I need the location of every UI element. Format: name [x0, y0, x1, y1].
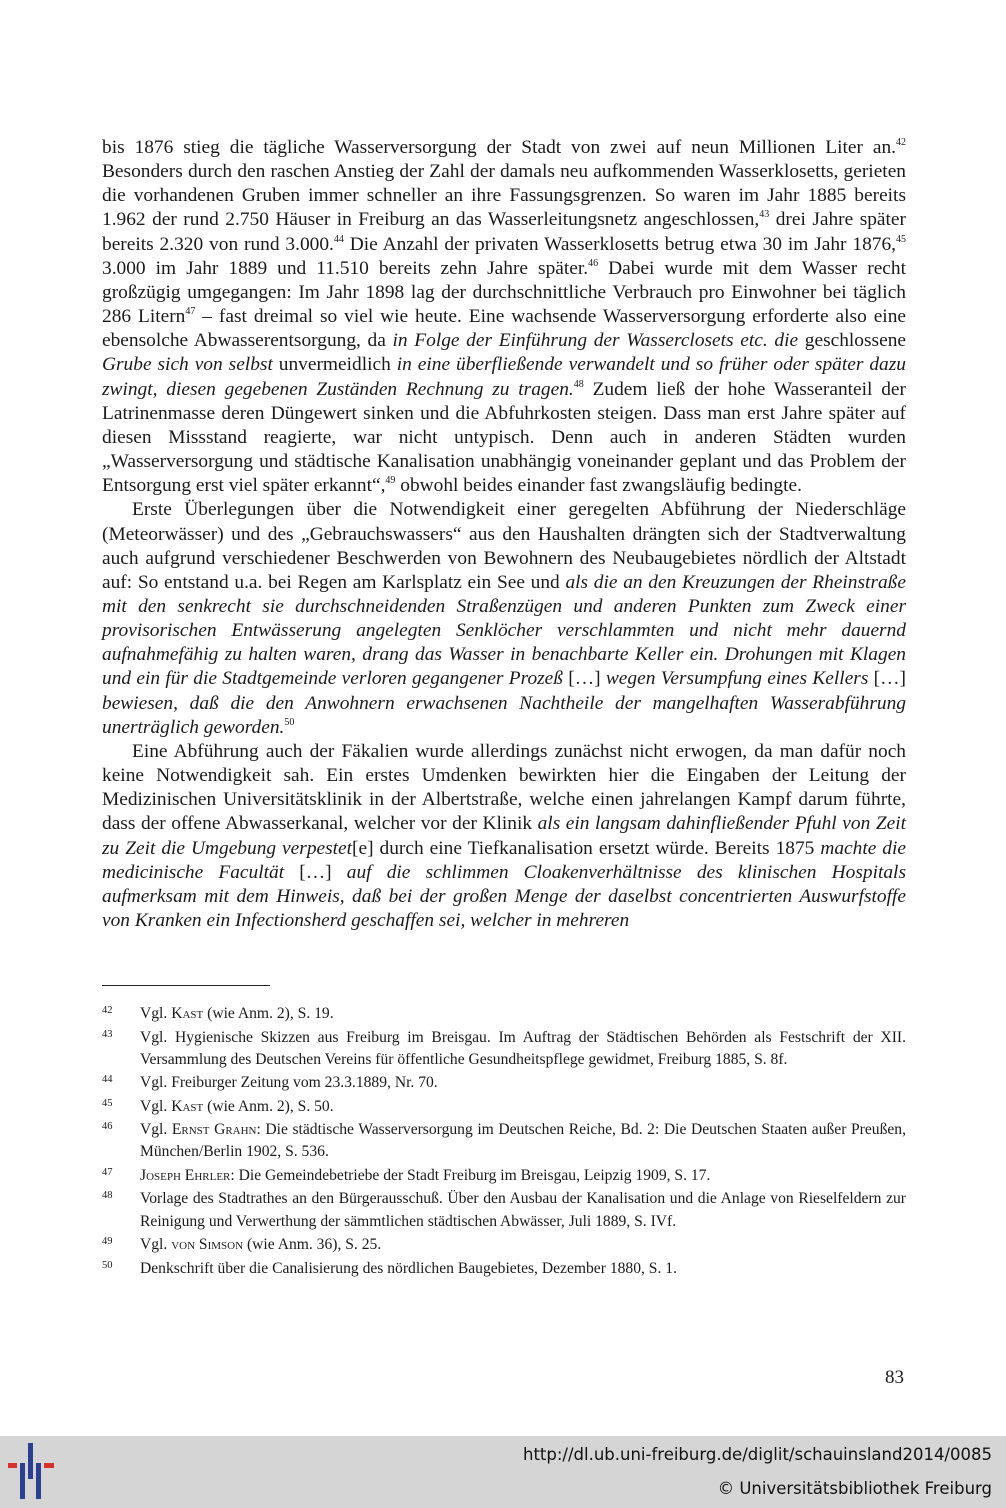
italic-quote: auf die schlimmen Cloakenverhältnisse des klinischen Hospitals aufmerksam mit dem Hinweis, daß bei der großen Menge der daselbst concentrierten Auswurfstoffe von Kranken ein Infectionsherd geschaffen sei, welcher in mehreren: [102, 861, 906, 931]
footnote-number: 44: [102, 1074, 113, 1086]
footnote: [102, 1234, 906, 1256]
author-name: Kast: [171, 1097, 204, 1115]
footnote: [102, 1119, 906, 1163]
author-name: Kast: [171, 1005, 204, 1022]
footnote-ref: 46: [588, 257, 599, 269]
footnote: [102, 1003, 906, 1025]
footnote: [102, 1258, 906, 1280]
footnote: [102, 1188, 906, 1232]
footnote-ref: 43: [759, 209, 770, 221]
text-run: (wie Anm. 2), S. 50.: [203, 1097, 334, 1115]
footer-url-link[interactable]: http://dl.ub.uni-freiburg.de/diglit/schauinsland2014/0085: [522, 1445, 992, 1464]
text-run: Erste Überlegungen über die Notwendigkeit einer geregelten Abführung der Niederschläge (Meteorwässer) und des „Gebrauchswassers“ aus den Haushalten drängten sich der Stadtverwaltung auch aufgrund verschiedener Beschwerden von Bewohnern des Neubaugebietes nördlich der Altstadt auf: So entstand u.a. bei Regen am Karlsplatz ein See und: [102, 499, 906, 593]
footnote-ref: 44: [333, 233, 344, 245]
paragraph-3: [102, 740, 906, 933]
italic-quote: in Folge der Einführung der Wasserclosets etc. die: [392, 330, 799, 352]
text-run: Die Anzahl der privaten Wasserklosetts betrug etwa 30 im Jahr 1876,: [343, 233, 897, 255]
footnote-number: 49: [102, 1236, 113, 1248]
text-run: […]: [562, 668, 606, 690]
footnote-text: [140, 1119, 906, 1163]
footnote-text: [140, 1188, 906, 1232]
text-run: Vgl. Hygienische Skizzen aus Freiburg im Breisgau. Im Auftrag der Städtischen Behörden als Festschrift der XII. Versammlung des Deutschen Vereins für öffentliche Gesundheitspflege gewidmet, Freiburg 1885, S. 8f.: [140, 1028, 906, 1068]
footnote-text: [140, 1003, 906, 1025]
page-number: 83: [885, 1367, 904, 1388]
text-run: [e] durch eine Tiefkanalisation ersetzt würde. Bereits 1875: [352, 837, 821, 859]
text-run: Dabei wurde mit dem Wasser recht großzügig umgegangen: Im Jahr 1898 lag der durchschnittliche Verbrauch pro Einwohner bei täglich 286 Litern: [102, 257, 906, 328]
footnote: [102, 1072, 906, 1094]
footnote: [102, 1165, 906, 1187]
footnote-number: 43: [102, 1028, 113, 1040]
italic-quote: als ein langsam dahinfließender Pfuhl von Zeit zu Zeit die Umgebung verpestet: [102, 813, 906, 859]
paragraph-1: [102, 136, 906, 498]
text-run: obwohl beides einander fast zwangsläufig bedingte.: [395, 475, 802, 497]
text-run: – fast dreimal so viel wie heute. Eine wachsende Wasserversorgung erforderte also eine ebensolche Abwasserentsorgung, da: [102, 306, 906, 352]
text-run: bis 1876 stieg die tägliche Wasserversorgung der Stadt von zwei auf neun Millionen Liter an.: [102, 137, 896, 158]
author-name: Joseph Ehrler: [140, 1166, 231, 1184]
footnote-ref: 42: [896, 137, 906, 148]
text-run: Vorlage des Stadtrathes an den Bürgerausschuß. Über den Ausbau der Kanalisation und die Anlage von Rieselfeldern zur Reinigung und Verwerthung der sämmtlichen städtischen Abwässer, Juli 1889, S. IVf.: [140, 1190, 906, 1230]
footer-copyright: © Universitätsbibliothek Freiburg: [717, 1479, 992, 1498]
text-run: (wie Anm. 36), S. 25.: [243, 1236, 382, 1254]
text-run: (wie Anm. 2), S. 19.: [203, 1005, 334, 1022]
text-run: Vgl.: [140, 1121, 172, 1139]
footnote-number: 50: [102, 1259, 113, 1271]
footnote-number: 46: [102, 1121, 113, 1133]
footnote-ref: 49: [385, 475, 396, 487]
footnote-number: 48: [102, 1190, 113, 1202]
text-run: Besonders durch den raschen Anstieg der Zahl der damals neu aufkommenden Wasserklosetts, gerieten die vorhandenen Gruben immer schneller an ihre Fassungsgrenzen. So waren im Jahr 1885 bereits 1.962 der rund 2.750 Häuser in Freiburg an das Wasserleitungsnetz angeschlossen,: [102, 161, 906, 231]
footnote-text: [140, 1096, 906, 1118]
paragraph-2: [102, 498, 906, 740]
footnote: [102, 1096, 906, 1118]
italic-quote: bewiesen, daß die den Anwohnern erwachsenen Nachtheile der mangelhaften Wasserabführung unerträglich geworden.: [102, 692, 906, 738]
text-run: Eine Abführung auch der Fäkalien wurde allerdings zunächst nicht erwogen, da man dafür noch keine Notwendigkeit sah. Ein erstes Umdenken bewirkten hier die Eingaben der Leitung der Medizinischen Universitätsklinik in der Albertstraße, welche einen jahrelangen Kampf darum führte, dass der offene Abwasserkanal, welcher vor der Klinik: [102, 740, 906, 835]
footnote-ref: 50: [284, 716, 295, 728]
text-run: […]: [868, 668, 906, 690]
body-text: [102, 136, 906, 933]
text-run: Zudem ließ der hohe Wasseranteil der Latrinenmasse deren Düngewert sinken und die Abfuhrkosten steigen. Dass man erst Jahre später auf diesen Missstand reagierte, war nicht untypisch. Denn auch in anderen Städten wurden „Wasserversorgung und städtische Kanalisation unabhängig voneinander geplant und das Problem der Entsorgung erst viel später erkannt“,: [102, 378, 906, 497]
footnote-ref: 45: [896, 233, 907, 245]
footnote-separator: [102, 985, 270, 986]
footnote-ref: 47: [185, 306, 196, 318]
italic-quote: Grube sich von selbst: [102, 354, 273, 376]
footnote-text: [140, 1072, 906, 1094]
footnote-text: [140, 1234, 906, 1256]
text-run: 3.000 im Jahr 1889 und 11.510 bereits zehn Jahre später.: [102, 257, 589, 279]
text-run: […]: [284, 861, 347, 883]
footnote-text: [140, 1027, 906, 1071]
text-run: Vgl. Freiburger Zeitung vom 23.3.1889, Nr. 70.: [140, 1074, 438, 1092]
ub-freiburg-logo-icon: [6, 1441, 62, 1503]
footnote-number: 47: [102, 1166, 113, 1178]
italic-quote: machte die medicinische Facultät: [102, 837, 906, 883]
footnote-text: [140, 1165, 906, 1187]
text-run: drei Jahre später bereits 2.320 von rund 3.000.: [102, 209, 906, 255]
text-run: Vgl.: [140, 1005, 172, 1022]
footnote-number: 42: [102, 1005, 113, 1016]
text-run: : Die städtische Wasserversorgung im Deutschen Reiche, Bd. 2: Die Deutschen Staaten außer Preußen, München/Berlin 1902, S. 536.: [140, 1121, 906, 1161]
text-run: Vgl.: [140, 1236, 172, 1254]
text-run: unvermeidlich: [272, 354, 397, 376]
text-run: : Die Gemeindebetriebe der Stadt Freiburg im Breisgau, Leipzig 1909, S. 17.: [230, 1166, 711, 1184]
text-run: geschlossene: [798, 330, 906, 352]
footnote-ref: 48: [573, 378, 584, 390]
italic-quote: als die an den Kreuzungen der Rheinstraße mit den senkrecht sie durchschneidenden Straßenzügen und anderen Punkten zum Zweck einer provisorischen Entwässerung angelegten Senklöcher verschlammten und nicht mehr dauernd aufnahmefähig zu halten waren, drang das Wasser in benachbarte Keller ein. Drohungen mit Klagen und ein für die Stadtgemeinde verloren gegangener Prozeß: [102, 571, 906, 690]
author-name: Ernst Grahn: [171, 1121, 257, 1139]
footnote-number: 45: [102, 1097, 113, 1109]
footnote-text: [140, 1258, 906, 1280]
author-name: von Simson: [171, 1236, 244, 1254]
italic-quote: in eine überfließende verwandelt und so früher oder später dazu zwingt, diesen gegebenen Zuständen Rechnung zu tragen.: [102, 354, 906, 400]
text-run: Denkschrift über die Canalisierung des nördlichen Baugebietes, Dezember 1880, S. 1.: [140, 1259, 677, 1277]
footnote: [102, 1027, 906, 1071]
footnotes: [102, 1003, 906, 1281]
italic-quote: wegen Versumpfung eines Kellers: [605, 668, 869, 690]
text-run: Vgl.: [140, 1097, 172, 1115]
